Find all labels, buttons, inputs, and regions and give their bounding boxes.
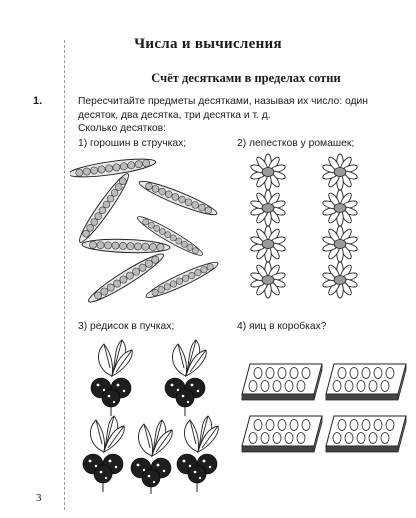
daisy: [250, 226, 286, 262]
radish-bunch: [165, 340, 206, 416]
margin-line: [64, 40, 65, 510]
egg-box: [242, 364, 322, 400]
radish-bunch: [177, 416, 218, 492]
pea-pods-illustration: [70, 150, 230, 310]
task-text-line: Сколько десятков:: [78, 123, 166, 134]
pea-pod: [70, 155, 156, 180]
task-text-line: десяток, два десятка, три десятка и т. д.: [78, 109, 271, 121]
daisy: [322, 154, 358, 190]
pea-pod: [75, 170, 133, 246]
daisy: [250, 262, 286, 298]
page-title: Числа и вычисления: [134, 36, 282, 52]
daisy: [322, 190, 358, 226]
egg-box: [242, 416, 322, 452]
question-daisies: 2) лепестков у ромашек;: [237, 138, 355, 149]
task-number: 1.: [33, 95, 43, 107]
question-radishes: 3) редисок в пучках;: [78, 321, 175, 332]
daisy: [250, 190, 286, 226]
daisy: [322, 226, 358, 262]
task-text-line: Пересчитайте предметы десятками, называя их число: один: [78, 96, 368, 107]
question-peas: 1) горошин в стручках;: [78, 138, 187, 149]
pea-pod: [137, 177, 219, 220]
task-text: [78, 95, 403, 136]
radish-bunch: [131, 420, 172, 494]
radish-bunch: [83, 416, 124, 492]
daisies-illustration: [240, 150, 410, 310]
daisy: [250, 154, 286, 190]
section-subtitle: Счёт десятками в пределах сотни: [151, 71, 341, 85]
daisy: [322, 262, 358, 298]
radish-bunches-illustration: [80, 334, 230, 494]
radish-bunch: [91, 340, 132, 416]
egg-box: [326, 364, 406, 400]
pea-pod: [82, 238, 170, 254]
egg-box: [326, 416, 406, 452]
question-eggs: 4) яиц в коробках?: [237, 321, 327, 332]
egg-boxes-illustration: [238, 350, 410, 460]
page-number: 3: [36, 492, 42, 504]
pea-pod: [85, 249, 167, 307]
